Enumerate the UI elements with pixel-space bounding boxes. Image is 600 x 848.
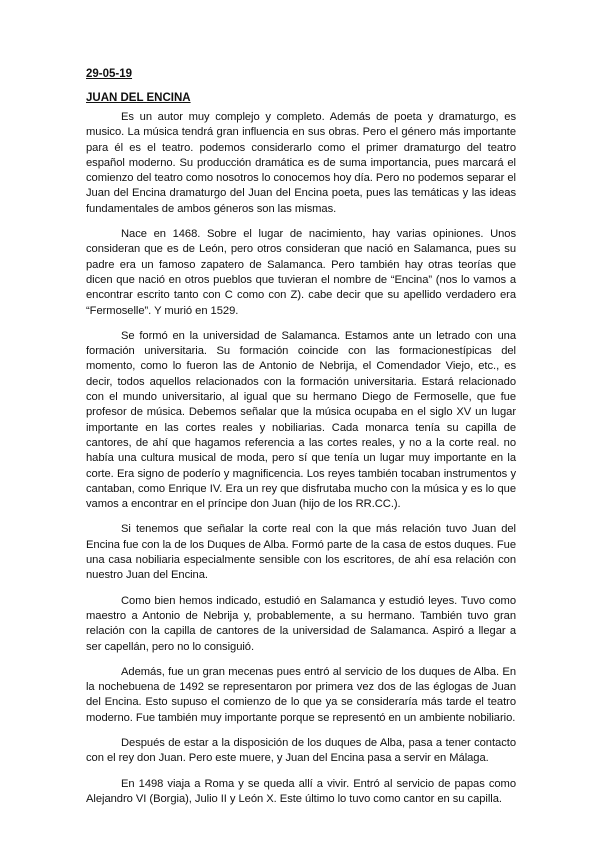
document-title: JUAN DEL ENCINA bbox=[86, 92, 191, 104]
document-date: 29-05-19 bbox=[86, 68, 133, 80]
paragraph-1: Es un autor muy complejo y completo. Además de poeta y dramaturgo, es musico. La música tendrá gran influencia en sus obras. Pero el género más importante para él es el teatro. podemos considerarlo como el primer dramaturgo del teatro español moderno. Su producción dramática es de suma importancia, pues marcará el comienzo del teatro como nosotros lo conocemos hoy día. Pero no podemos separar el Juan del Encina dramaturgo del Juan del Encina poeta, pues las temáticas y las ideas fundamentales de ambos géneros son las mismas. bbox=[86, 111, 516, 215]
paragraph-4: Si tenemos que señalar la corte real con la que más relación tuvo Juan del Encina fue con la de los Duques de Alba. Formó parte de la casa de estos duques. Fue una casa nobiliaria especialmente sensible con los escritores, de ahí esa relación con nuestro Juan del Encina. bbox=[86, 523, 516, 582]
paragraph-3: Se formó en la universidad de Salamanca. Estamos ante un letrado con una formación universitaria. Su formación coincide con las formacionestípicas del momento, como lo fueron las de Antonio de Nebrija, el Comendador Viejo, etc., es decir, todos aquellos relacionados con la formación universitaria. Estará relacionado con el mundo universitario, al igual que su hermano Diego de Fermoselle, que fue profesor de música. Debemos señalar que la música ocupaba en el siglo XV un lugar importante en las cortes reales y nobiliarias. Cada monarca tenía su capilla de cantores, de ahí que hagamos referencia a las cortes reales, y no a la corte real. no había una cultura musical de moda, pero sí que tenía un lugar muy importante en la corte. Era signo de poderío y magnificencia. Los reyes también tocaban instrumentos y cantaban, como Enrique IV. Era un rey que disfrutaba mucho con la música y es lo que vamos a encontrar en el príncipe don Juan (hijo de los RR.CC.). bbox=[86, 329, 516, 511]
paragraph-8: En 1498 viaja a Roma y se queda allí a vivir. Entró al servicio de papas como Alejandro VI (Borgia), Julio II y León X. Este último lo tuvo como cantor en su capilla. bbox=[86, 777, 516, 805]
document-page bbox=[86, 67, 516, 817]
paragraph-6: Además, fue un gran mecenas pues entró al servicio de los duques de Alba. En la nochebuena de 1492 se representaron por primera vez dos de las églogas de Juan del Encina. Esto supuso el comienzo de lo que ya se consideraría más tarde el teatro moderno. Fue también muy importante porque se representó en un ambiente nobiliario. bbox=[86, 665, 516, 724]
paragraph-5: Como bien hemos indicado, estudió en Salamanca y estudió leyes. Tuvo como maestro a Antonio de Nebrija y, probablemente, a su hermano. También tuvo gran relación con la capilla de cantores de la universidad de Salamanca. Aspiró a llegar a ser capellán, pero no lo consiguió. bbox=[86, 594, 516, 653]
paragraph-2: Nace en 1468. Sobre el lugar de nacimiento, hay varias opiniones. Unos consideran que es de León, pero otros consideran que nació en Salamanca, pues su padre era un famoso zapatero de Salamanca. Pero también hay otras teorías que dicen que nació en otros pueblos que tuvieran el nombre de “Encina” (nos lo vamos a encontrar escrito tanto con C como con Z). cabe decir que su apellido verdadero era “Fermoselle”. Y murió en 1529. bbox=[86, 228, 516, 317]
paragraph-7: Después de estar a la disposición de los duques de Alba, pasa a tener contacto con el rey don Juan. Pero este muere, y Juan del Encina pasa a servir en Málaga. bbox=[86, 736, 516, 765]
